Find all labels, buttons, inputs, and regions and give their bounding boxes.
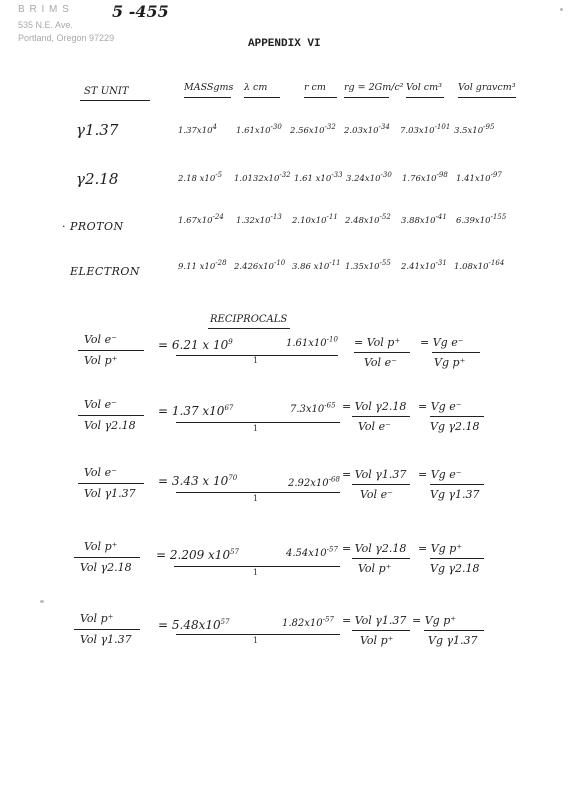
fraction-bar xyxy=(352,484,410,485)
eq-frac3-num: = Vg p⁺ xyxy=(418,542,463,555)
stamp-line-1: B R I M S xyxy=(18,4,70,15)
fraction-bar xyxy=(176,422,340,423)
table-cell: 9.11 $x10^{-28}$ xyxy=(178,259,227,272)
table-cell: $1.41x10^{-97}$ xyxy=(456,171,502,184)
eq-lhs: = 3.43 x $10^{70}$ xyxy=(158,474,238,488)
table-cell: $2.10x10^{-11}$ xyxy=(292,213,338,226)
eq-denominator: Vol γ2.18 xyxy=(80,561,132,574)
section-title-reciprocals: RECIPROCALS xyxy=(210,314,288,325)
eq-frac2-num: = Vol γ2.18 xyxy=(342,542,407,555)
table-cell: $1.61x10^{-30}$ xyxy=(236,123,282,136)
header-underline xyxy=(80,100,150,101)
header-radius: r cm xyxy=(304,82,326,93)
eq-frac3-den: Vg p⁺ xyxy=(434,356,466,369)
eq-frac3-num: = Vg e⁻ xyxy=(418,468,462,481)
fraction-bar xyxy=(78,415,144,416)
row-label: ELECTRON xyxy=(70,265,141,278)
eq-frac2-den: Vol e⁻ xyxy=(358,420,391,433)
table-cell: $1.37x10^4$ xyxy=(178,123,218,136)
eq-denominator: Vol p⁺ xyxy=(84,354,118,367)
tick-one: 1 xyxy=(253,568,259,577)
eq-rhs: $7.3x10^{-65}$ xyxy=(290,401,336,415)
header-underline xyxy=(244,97,280,98)
eq-frac2-den: Vol e⁻ xyxy=(364,356,397,369)
header-st-unit: ST UNIT xyxy=(84,86,129,97)
fraction-bar xyxy=(78,483,144,484)
eq-numerator: Vol e⁻ xyxy=(84,466,117,479)
row-label: · PROTON xyxy=(62,220,124,233)
eq-frac2-num: = Vol γ1.37 xyxy=(342,614,407,627)
eq-frac3-den: Vg γ2.18 xyxy=(430,562,480,575)
table-cell: $2.41x10^{-31}$ xyxy=(401,259,447,272)
header-underline xyxy=(184,97,231,98)
row-label: γ2.18 xyxy=(76,170,119,188)
header-lambda: λ cm xyxy=(244,82,268,93)
header-vol: Vol cm³ xyxy=(406,82,442,93)
eq-frac2-num: = Vol γ2.18 xyxy=(342,400,407,413)
scan-speck xyxy=(40,600,44,603)
table-cell: $1.76x10^{-98}$ xyxy=(402,171,448,184)
tick-one: 1 xyxy=(253,424,259,433)
eq-rhs: $1.61x10^{-10}$ xyxy=(286,335,338,349)
header-underline xyxy=(304,97,337,98)
eq-lhs: = 6.21 x $10^9$ xyxy=(158,338,233,352)
eq-rhs: $2.92x10^{-68}$ xyxy=(288,475,340,489)
fraction-bar xyxy=(176,634,340,635)
tick-one: 1 xyxy=(253,356,259,365)
table-cell: $1.35x10^{-55}$ xyxy=(345,259,391,272)
eq-frac3-den: Vg γ2.18 xyxy=(430,420,480,433)
table-cell: 1.61 $x10^{-33}$ xyxy=(294,171,343,184)
table-cell: $3.24x10^{-30}$ xyxy=(346,171,392,184)
row-label: γ1.37 xyxy=(76,121,119,139)
eq-numerator: Vol p⁺ xyxy=(80,612,114,625)
fraction-bar xyxy=(430,558,484,559)
handwritten-id: 5 -455 xyxy=(112,2,169,21)
eq-rhs: $1.82x10^{-57}$ xyxy=(282,615,334,629)
tick-one: 1 xyxy=(253,636,259,645)
table-cell: $3.5x10^{-95}$ xyxy=(454,123,495,136)
eq-denominator: Vol γ2.18 xyxy=(84,419,136,432)
stamp-line-3: Portland, Oregon 97229 xyxy=(18,33,115,43)
eq-lhs: = 1.37 $x10^{67}$ xyxy=(158,404,234,418)
eq-frac2-num: = Vol γ1.37 xyxy=(342,468,407,481)
header-underline xyxy=(344,97,389,98)
eq-numerator: Vol e⁻ xyxy=(84,398,117,411)
eq-lhs: = 2.209 $x10^{57}$ xyxy=(156,548,239,562)
fraction-bar xyxy=(352,558,410,559)
table-cell: $1.08x10^{-164}$ xyxy=(454,259,505,272)
stamp-line-2: 535 N.E. Ave. xyxy=(18,20,73,30)
eq-frac3-num: = Vg p⁺ xyxy=(412,614,457,627)
fraction-bar xyxy=(174,566,340,567)
fraction-bar xyxy=(430,416,484,417)
table-cell: $7.03x10^{-101}$ xyxy=(400,123,451,136)
table-cell: $1.0132x10^{-32}$ xyxy=(234,171,291,184)
eq-lhs: = $5.48x10^{57}$ xyxy=(158,618,230,632)
header-underline xyxy=(458,97,516,98)
eq-frac2-den: Vol e⁻ xyxy=(360,488,393,501)
fraction-bar xyxy=(74,557,140,558)
fraction-bar xyxy=(352,416,410,417)
eq-frac3-den: Vg γ1.37 xyxy=(428,634,478,647)
fraction-bar xyxy=(354,352,410,353)
fraction-bar xyxy=(432,352,480,353)
fraction-bar xyxy=(430,484,484,485)
header-rg: rg = 2Gm/c² xyxy=(344,82,404,93)
fraction-bar xyxy=(74,629,140,630)
eq-frac3-num: = Vg e⁻ xyxy=(418,400,462,413)
fraction-bar xyxy=(352,630,410,631)
eq-frac2-num: = Vol p⁺ xyxy=(354,336,401,349)
header-volgrav: Vol gravcm³ xyxy=(458,82,516,93)
scan-speck xyxy=(560,8,563,11)
table-cell: $1.67x10^{-24}$ xyxy=(178,213,224,226)
eq-frac3-num: = Vg e⁻ xyxy=(420,336,464,349)
section-title-underline xyxy=(208,328,290,329)
eq-numerator: Vol p⁺ xyxy=(84,540,118,553)
fraction-bar xyxy=(78,350,144,351)
table-cell: 3.86 $x10^{-11}$ xyxy=(292,259,341,272)
page-title: APPENDIX VI xyxy=(248,38,321,50)
table-cell: $6.39x10^{-155}$ xyxy=(456,213,507,226)
fraction-bar xyxy=(176,492,340,493)
eq-denominator: Vol γ1.37 xyxy=(84,487,136,500)
fraction-bar xyxy=(424,630,484,631)
header-underline xyxy=(406,97,444,98)
table-cell: $2.48x10^{-52}$ xyxy=(345,213,391,226)
table-cell: $2.03x10^{-34}$ xyxy=(344,123,390,136)
table-cell: $2.426x10^{-10}$ xyxy=(234,259,286,272)
table-cell: 2.18 $x10^{-5}$ xyxy=(178,171,223,184)
eq-denominator: Vol γ1.37 xyxy=(80,633,132,646)
table-cell: $3.88x10^{-41}$ xyxy=(401,213,447,226)
eq-frac2-den: Vol p⁺ xyxy=(358,562,392,575)
eq-rhs: $4.54x10^{-57}$ xyxy=(286,545,338,559)
table-cell: $1.32x10^{-13}$ xyxy=(236,213,282,226)
eq-frac2-den: Vol p⁺ xyxy=(360,634,394,647)
tick-one: 1 xyxy=(253,494,259,503)
header-mass: MASSgms xyxy=(184,82,234,93)
eq-numerator: Vol e⁻ xyxy=(84,333,117,346)
table-cell: $2.56x10^{-32}$ xyxy=(290,123,336,136)
eq-frac3-den: Vg γ1.37 xyxy=(430,488,480,501)
